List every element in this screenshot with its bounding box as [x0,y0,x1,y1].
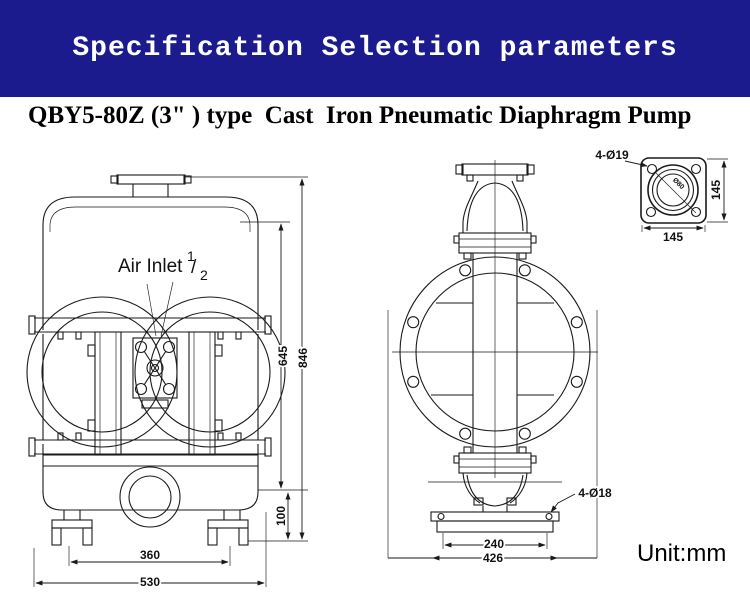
dim-426-label: 426 [482,551,504,565]
unit-label: Unit:mm [637,540,727,567]
center-columns [88,332,222,455]
flange-height-label: 145 [709,179,723,201]
dim-645-label: 645 [276,345,290,367]
side-outlet-bell [428,473,562,512]
air-inlet-callout [118,248,208,336]
air-inlet-numerator: 1 [187,248,195,264]
front-view [27,175,285,545]
top-flange [111,175,191,197]
base-holes-callout [551,486,612,512]
dim-100-label: 100 [274,505,288,527]
lower-clamp-bar [29,433,271,456]
flange-bore-label: Ø80 [670,176,686,192]
dim-4d18-label: 4-Ø18 [578,486,612,500]
side-base-plate [431,512,559,532]
flange-detail-view [595,148,728,244]
foot-right [208,510,248,545]
air-inlet-slash: / [191,257,197,278]
banner-title: Specification Selection parameters [72,33,678,64]
dim-360-label: 360 [139,548,161,562]
dim-240-label: 240 [483,537,505,551]
air-inlet-label: Air Inlet [118,256,183,277]
suction-port [120,467,180,527]
page-title: QBY5-80Z (3" ) type Cast Iron Pneumatic Diaphragm Pump [28,102,692,129]
side-view [388,160,612,558]
side-view-dimensions [388,533,597,565]
dim-846-label: 846 [296,347,310,369]
flange-holes-callout [595,148,647,166]
air-inlet-denominator: 2 [200,267,208,283]
dim-530-label: 530 [139,575,161,589]
foot-left [52,510,92,545]
flange-bore-rings [648,165,698,215]
flange-width-label: 145 [662,230,684,244]
dim-4d19-label: 4-Ø19 [595,148,629,162]
